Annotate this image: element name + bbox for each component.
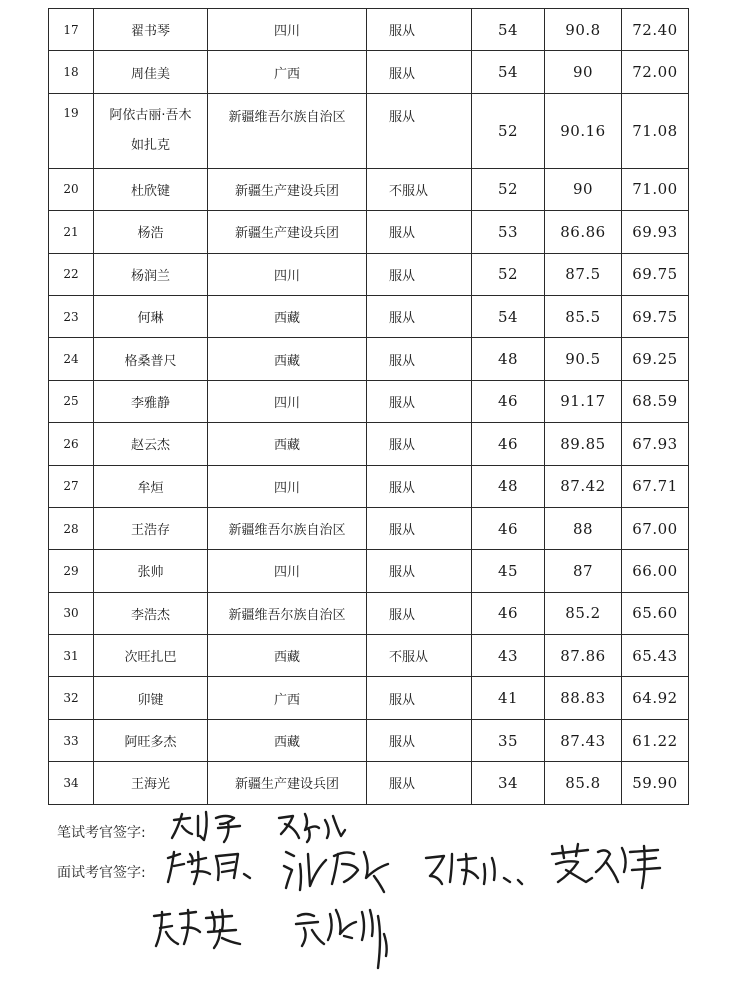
- interview-score-cell: 90: [545, 51, 622, 93]
- written-score-cell: 34: [472, 762, 545, 804]
- table-row: [49, 253, 689, 295]
- total-score-cell: 66.00: [622, 550, 689, 592]
- name-cell: 王浩存: [94, 507, 208, 549]
- interview-score-cell: 87.43: [545, 719, 622, 761]
- name-cell: 次旺扎巴: [94, 635, 208, 677]
- name-cell: [94, 93, 208, 168]
- written-signature-2: [275, 810, 355, 844]
- row-number-cell: 28: [49, 507, 94, 549]
- name-cell: 李浩杰: [94, 592, 208, 634]
- total-score-cell: 65.60: [622, 592, 689, 634]
- region-cell: 四川: [208, 380, 367, 422]
- score-table-body: [49, 9, 689, 805]
- row-number-cell: 20: [49, 168, 94, 210]
- table-row: [49, 677, 689, 719]
- written-examiner-label: 笔试考官签字:: [57, 825, 146, 841]
- region-cell: 四川: [208, 253, 367, 295]
- comply-cell: 服从: [367, 592, 472, 634]
- row-number-cell: 33: [49, 719, 94, 761]
- comply-cell: 不服从: [367, 168, 472, 210]
- comply-cell: 服从: [367, 295, 472, 337]
- table-row: [49, 550, 689, 592]
- written-score-cell: 43: [472, 635, 545, 677]
- table-row: [49, 592, 689, 634]
- written-score-cell: 52: [472, 93, 545, 168]
- row-number-cell: 24: [49, 338, 94, 380]
- name-cell: 格桑普尺: [94, 338, 208, 380]
- comply-cell: 服从: [367, 423, 472, 465]
- region-cell: 新疆生产建设兵团: [208, 211, 367, 253]
- interview-score-cell: 87.42: [545, 465, 622, 507]
- row-number-cell: 30: [49, 592, 94, 634]
- name-line-2: 如扎克: [130, 137, 170, 153]
- row-number-cell: 34: [49, 762, 94, 804]
- row-number-cell: 17: [49, 9, 94, 51]
- written-score-cell: 54: [472, 9, 545, 51]
- table-row: [49, 211, 689, 253]
- row-number-cell: 26: [49, 423, 94, 465]
- region-cell: 西藏: [208, 295, 367, 337]
- region-cell: 四川: [208, 550, 367, 592]
- table-row: [49, 762, 689, 804]
- table-row: [49, 423, 689, 465]
- table-row: [49, 719, 689, 761]
- table-row: [49, 295, 689, 337]
- total-score-cell: 65.43: [622, 635, 689, 677]
- name-cell: 王海光: [94, 762, 208, 804]
- name-cell: 张帅: [94, 550, 208, 592]
- table-row: [49, 507, 689, 549]
- interview-score-cell: 89.85: [545, 423, 622, 465]
- comply-cell: 服从: [367, 550, 472, 592]
- name-cell: 周佳美: [94, 51, 208, 93]
- total-score-cell: 67.71: [622, 465, 689, 507]
- interview-signature-5: [150, 908, 250, 952]
- region-cell: 新疆生产建设兵团: [208, 168, 367, 210]
- name-cell: 杨润兰: [94, 253, 208, 295]
- row-number-cell: 18: [49, 51, 94, 93]
- comply-cell: 服从: [367, 253, 472, 295]
- region-cell: 新疆生产建设兵团: [208, 762, 367, 804]
- interview-score-cell: 87.5: [545, 253, 622, 295]
- table-row: [49, 9, 689, 51]
- region-cell: 西藏: [208, 719, 367, 761]
- table-row: [49, 465, 689, 507]
- total-score-cell: 69.75: [622, 253, 689, 295]
- interview-examiner-label: 面试考官签字:: [57, 865, 146, 881]
- name-cell: 阿旺多杰: [94, 719, 208, 761]
- written-score-cell: 52: [472, 168, 545, 210]
- comply-cell: 服从: [367, 211, 472, 253]
- row-number-cell: 23: [49, 295, 94, 337]
- written-score-cell: 45: [472, 550, 545, 592]
- region-cell: 西藏: [208, 338, 367, 380]
- row-number-cell: 25: [49, 380, 94, 422]
- written-score-cell: 48: [472, 465, 545, 507]
- total-score-cell: 61.22: [622, 719, 689, 761]
- region-cell: 广西: [208, 677, 367, 719]
- row-number-cell: 31: [49, 635, 94, 677]
- region-cell: 新疆维吾尔族自治区: [208, 507, 367, 549]
- interview-signature-2: [280, 846, 400, 896]
- score-table: [48, 8, 689, 805]
- row-number-cell: 19: [49, 93, 94, 168]
- written-signature-1: [168, 810, 268, 844]
- comply-cell: 服从: [367, 9, 472, 51]
- comply-cell: 服从: [367, 677, 472, 719]
- row-number-cell: 22: [49, 253, 94, 295]
- table-row: [49, 635, 689, 677]
- written-score-cell: 46: [472, 380, 545, 422]
- interview-score-cell: 87.86: [545, 635, 622, 677]
- row-number-cell: 32: [49, 677, 94, 719]
- comply-cell: 服从: [367, 93, 472, 168]
- written-score-cell: 54: [472, 51, 545, 93]
- total-score-cell: 69.25: [622, 338, 689, 380]
- region-cell: 四川: [208, 465, 367, 507]
- interview-score-cell: 90.5: [545, 338, 622, 380]
- comply-cell: 服从: [367, 762, 472, 804]
- table-row: [49, 168, 689, 210]
- region-cell: 四川: [208, 9, 367, 51]
- comply-cell: 服从: [367, 380, 472, 422]
- comply-cell: 服从: [367, 465, 472, 507]
- table-row: [49, 338, 689, 380]
- region-cell: 广西: [208, 51, 367, 93]
- interview-score-cell: 90.8: [545, 9, 622, 51]
- interview-score-cell: 86.86: [545, 211, 622, 253]
- region-cell: 西藏: [208, 423, 367, 465]
- written-score-cell: 46: [472, 507, 545, 549]
- table-row: [49, 93, 689, 168]
- total-score-cell: 69.75: [622, 295, 689, 337]
- name-cell: 李雅静: [94, 380, 208, 422]
- interview-score-cell: 88.83: [545, 677, 622, 719]
- name-cell: 翟书琴: [94, 9, 208, 51]
- interview-score-cell: 90.16: [545, 93, 622, 168]
- interview-signature-6: [292, 906, 402, 972]
- total-score-cell: 72.40: [622, 9, 689, 51]
- region-cell: 新疆维吾尔族自治区: [208, 592, 367, 634]
- name-cell: 牟烜: [94, 465, 208, 507]
- name-cell: 卯键: [94, 677, 208, 719]
- comply-cell: 服从: [367, 51, 472, 93]
- interview-signature-3: [422, 850, 532, 890]
- interview-score-cell: 85.2: [545, 592, 622, 634]
- table-row: [49, 51, 689, 93]
- name-cell: 杨浩: [94, 211, 208, 253]
- total-score-cell: 71.00: [622, 168, 689, 210]
- written-score-cell: 48: [472, 338, 545, 380]
- written-score-cell: 46: [472, 423, 545, 465]
- name-cell: 杜欣键: [94, 168, 208, 210]
- comply-cell: 服从: [367, 338, 472, 380]
- total-score-cell: 67.93: [622, 423, 689, 465]
- interview-score-cell: 85.5: [545, 295, 622, 337]
- name-line-1: 阿依古丽·吾木: [109, 107, 192, 123]
- interview-score-cell: 91.17: [545, 380, 622, 422]
- name-cell: 赵云杰: [94, 423, 208, 465]
- interview-signature-1: [164, 848, 264, 888]
- interview-score-cell: 87: [545, 550, 622, 592]
- region-cell: 新疆维吾尔族自治区: [208, 93, 367, 168]
- total-score-cell: 67.00: [622, 507, 689, 549]
- comply-cell: 服从: [367, 507, 472, 549]
- name-cell: 何琳: [94, 295, 208, 337]
- written-score-cell: 54: [472, 295, 545, 337]
- written-score-cell: 52: [472, 253, 545, 295]
- total-score-cell: 72.00: [622, 51, 689, 93]
- total-score-cell: 69.93: [622, 211, 689, 253]
- row-number-cell: 21: [49, 211, 94, 253]
- comply-cell: 服从: [367, 719, 472, 761]
- written-score-cell: 46: [472, 592, 545, 634]
- row-number-cell: 29: [49, 550, 94, 592]
- region-cell: 西藏: [208, 635, 367, 677]
- total-score-cell: 71.08: [622, 93, 689, 168]
- comply-cell: 不服从: [367, 635, 472, 677]
- table-row: [49, 380, 689, 422]
- written-score-cell: 35: [472, 719, 545, 761]
- interview-score-cell: 85.8: [545, 762, 622, 804]
- interview-signature-4: [548, 842, 668, 892]
- interview-score-cell: 88: [545, 507, 622, 549]
- total-score-cell: 68.59: [622, 380, 689, 422]
- total-score-cell: 59.90: [622, 762, 689, 804]
- interview-score-cell: 90: [545, 168, 622, 210]
- written-score-cell: 41: [472, 677, 545, 719]
- row-number-cell: 27: [49, 465, 94, 507]
- total-score-cell: 64.92: [622, 677, 689, 719]
- written-score-cell: 53: [472, 211, 545, 253]
